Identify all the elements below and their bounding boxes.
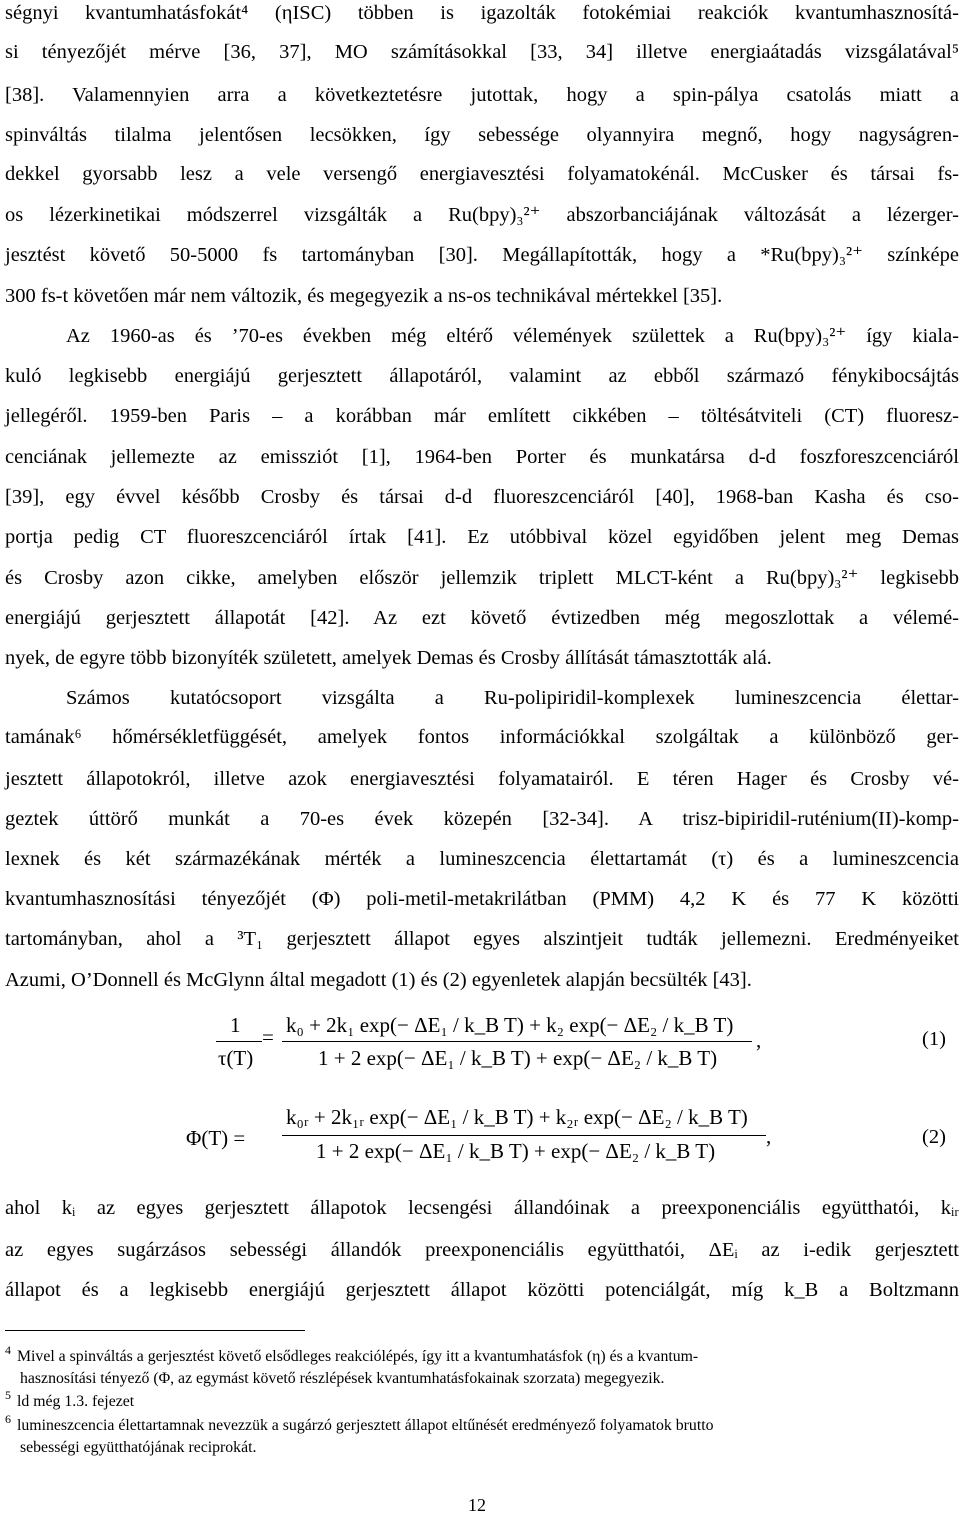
- footnote-separator: [5, 1330, 305, 1331]
- footnote-4-continuation: hasznosítási tényező (Φ, az egymást követő részlépések kvantumhatásfokainak szorzata) megegyezik.: [20, 1370, 665, 1387]
- eq2-number: (2): [922, 1126, 946, 1148]
- body-line: geztek úttörő munkát a 70-es évek közepén [32-34]. A trisz-bipiridil-ruténium(II)-komp-: [5, 808, 959, 830]
- body-line: Számos kutatócsoport vizsgálta a Ru-polipiridil-komplexek lumineszcencia élettar-: [66, 687, 959, 709]
- eq2-comma: ,: [766, 1124, 772, 1148]
- body-line: [38]. Valamennyien arra a következtetésre jutottak, hogy a spin-pálya csatolás miatt a: [5, 84, 959, 106]
- eq1-numerator: k₀ + 2k₁ exp(− ΔE₁ / k_B T) + k₂ exp(− ΔE₂ / k_B T): [286, 1013, 734, 1037]
- body-line: lexnek és két származékának mérték a lumineszcencia élettartamát (τ) és a lumineszcencia: [5, 848, 959, 870]
- footnote-6-continuation: sebességi együtthatójának reciprokát.: [20, 1439, 257, 1456]
- body-line: ségnyi kvantumhatásfokát⁴ (ηISC) többen is igazolták fotokémiai reakciók kvantumhasznosítá-: [5, 2, 959, 24]
- footnote-6: [5, 1412, 959, 1436]
- body-line: kvantumhasznosítási tényezőjét (Φ) poli-metil-metakrilátban (PMM) 4,2 K és 77 K közötti: [5, 888, 959, 910]
- body-line: jesztett állapotokról, illetve azok energiavesztési folyamatairól. E téren Hager és Crosby vé-: [5, 768, 959, 790]
- body-line: energiájú gerjesztett állapotát [42]. Az ezt követő évtizedben még megoszlottak a vélemé-: [5, 607, 959, 629]
- body-line: nyek, de egyre több bizonyíték született, amelyek Demas és Crosby állítását támasztották alá.: [5, 647, 772, 669]
- body-line: az egyes sugárzásos sebességi állandók preexponenciális együtthatói, ΔEᵢ az i-edik gerjesztett: [5, 1239, 959, 1261]
- footnote-marker: 5: [5, 1388, 11, 1402]
- body-line: ahol kᵢ az egyes gerjesztett állapotok lecsengési állandóinak a preexponenciális együtthatói, kᵢᵣ: [5, 1197, 959, 1219]
- eq1-comma: ,: [756, 1028, 762, 1052]
- footnote-text: Mivel a spinváltás a gerjesztést követő elsődleges reakciólépés, így itt a kvantumhatásfok (η) és a kvantum-: [17, 1348, 699, 1365]
- body-line: jesztést követő 50-5000 fs tartományban [30]. Megállapították, hogy a *Ru(bpy)₃²⁺ színképe: [5, 244, 959, 266]
- body-line: 300 fs-t követően már nem változik, és megegyezik a ns-os technikával mértekkel [35].: [5, 285, 723, 307]
- footnote-marker: 4: [5, 1343, 11, 1357]
- body-line: portja pedig CT fluoreszcenciáról írtak [41]. Ez utóbbival közel egyidőben jelent meg Demas: [5, 526, 959, 548]
- body-line: [39], egy évvel később Crosby és társai d-d fluoreszcenciáról [40], 1968-ban Kasha és cso-: [5, 486, 959, 508]
- body-line: os lézerkinetikai módszerrel vizsgálták a Ru(bpy)₃²⁺ abszorbanciájának változását a lézerger-: [5, 204, 959, 226]
- body-line: dekkel gyorsabb lesz a vele versengő energiavesztési folyamatokénál. McCusker és társai fs-: [5, 163, 959, 185]
- body-line: tartományban, ahol a ³T₁ gerjesztett állapot egyes alszintjeit tudták jellemezni. Eredményeiket: [5, 928, 959, 950]
- body-line: és Crosby azon cikke, amelyben először jellemzik triplett MLCT-ként a Ru(bpy)₃²⁺ legkisebb: [5, 567, 959, 589]
- eq1-lhs-fraction-bar: [216, 1041, 262, 1042]
- eq1-lhs-numerator: 1: [230, 1013, 241, 1037]
- body-line: si tényezőjét mérve [36, 37], MO számításokkal [33, 34] illetve energiaátadás vizsgálatával⁵: [5, 41, 959, 63]
- eq1-denominator: 1 + 2 exp(− ΔE₁ / k_B T) + exp(− ΔE₂ / k_B T): [318, 1046, 718, 1070]
- body-line: spinváltás tilalma jelentősen lecsökken, így sebessége olyannyira megnő, hogy nagyságren-: [5, 124, 959, 146]
- body-line: cenciának jellemezte az emissziót [1], 1964-ben Porter és munkatársa d-d foszforeszcenciáról: [5, 446, 959, 468]
- eq1-equals: =: [262, 1025, 274, 1049]
- eq2-denominator: 1 + 2 exp(− ΔE₁ / k_B T) + exp(− ΔE₂ / k_B T): [316, 1139, 716, 1163]
- eq1-lhs-denominator: τ(T): [218, 1046, 254, 1070]
- eq2-lhs: Φ(T) =: [186, 1126, 246, 1150]
- footnote-4: [5, 1343, 959, 1367]
- eq2-numerator: k₀ᵣ + 2k₁ᵣ exp(− ΔE₁ / k_B T) + k₂ᵣ exp(− ΔE₂ / k_B T): [286, 1105, 748, 1129]
- footnote-text: lumineszcencia élettartamnak nevezzük a sugárzó gerjesztett állapot eltűnését eredményező folyamatok brutto: [17, 1417, 714, 1434]
- body-line: Azumi, O’Donnell és McGlynn által megadott (1) és (2) egyenletek alapján becsülték [43].: [5, 969, 752, 991]
- footnote-text: ld még 1.3. fejezet: [17, 1393, 135, 1410]
- body-line: kuló legkisebb energiájú gerjesztett állapotáról, valamint az ebből származó fénykibocsájtás: [5, 365, 959, 387]
- body-line: Az 1960-as és ’70-es években még eltérő vélemények születtek a Ru(bpy)₃²⁺ így kiala-: [66, 325, 959, 347]
- footnote-5: [5, 1388, 959, 1412]
- eq1-fraction-bar: [282, 1041, 752, 1042]
- eq2-fraction-bar: [282, 1135, 766, 1136]
- footnote-marker: 6: [5, 1412, 11, 1426]
- eq1-number: (1): [922, 1028, 946, 1050]
- body-line: jellegéről. 1959-ben Paris – a korábban már említett cikkében – töltésátviteli (CT) fluoresz-: [5, 405, 959, 427]
- body-line: tamának⁶ hőmérsékletfüggését, amelyek fontos információkkal szolgáltak a különböző ger-: [5, 726, 959, 748]
- page-number: 12: [468, 1495, 486, 1515]
- body-line: állapot és a legkisebb energiájú gerjesztett állapot közötti potenciálgát, míg k_B a Boltzmann: [5, 1279, 959, 1301]
